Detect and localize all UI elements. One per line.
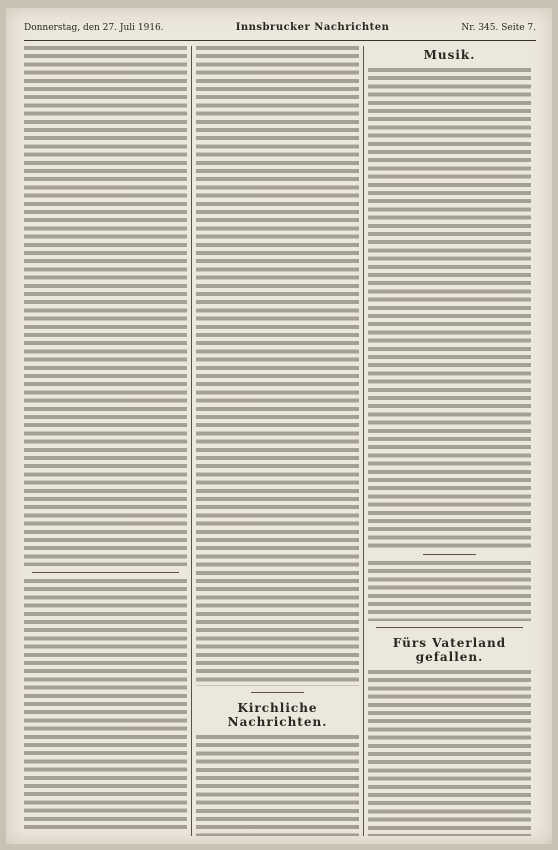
article-separator (423, 554, 476, 555)
paper-name: Innsbrucker Nachrichten (235, 22, 390, 33)
article-text-placeholder (24, 46, 187, 566)
column-middle (196, 46, 359, 836)
column-rule (191, 46, 192, 836)
article-separator (376, 627, 523, 628)
column-left (24, 46, 187, 836)
article-text-placeholder (196, 46, 359, 686)
article-text-placeholder (24, 579, 187, 829)
column-rule (363, 46, 364, 836)
issue-date: Donnerstag, den 27. Juli 1916. (24, 23, 164, 33)
article-text-placeholder (368, 68, 531, 548)
section-heading-music: Musik. (423, 48, 476, 62)
article-separator (32, 572, 179, 573)
column-right (368, 46, 531, 836)
article-text-placeholder (368, 670, 531, 836)
newspaper-page (6, 8, 552, 844)
section-heading-church: Kirchliche Nachrichten. (227, 701, 328, 729)
issue-page: Nr. 345. Seite 7. (461, 23, 536, 33)
section-heading-fallen: Fürs Vaterland gefallen. (392, 636, 507, 664)
article-text-placeholder (368, 561, 531, 621)
masthead (24, 22, 536, 41)
article-separator (251, 692, 304, 693)
article-text-placeholder (196, 735, 359, 836)
